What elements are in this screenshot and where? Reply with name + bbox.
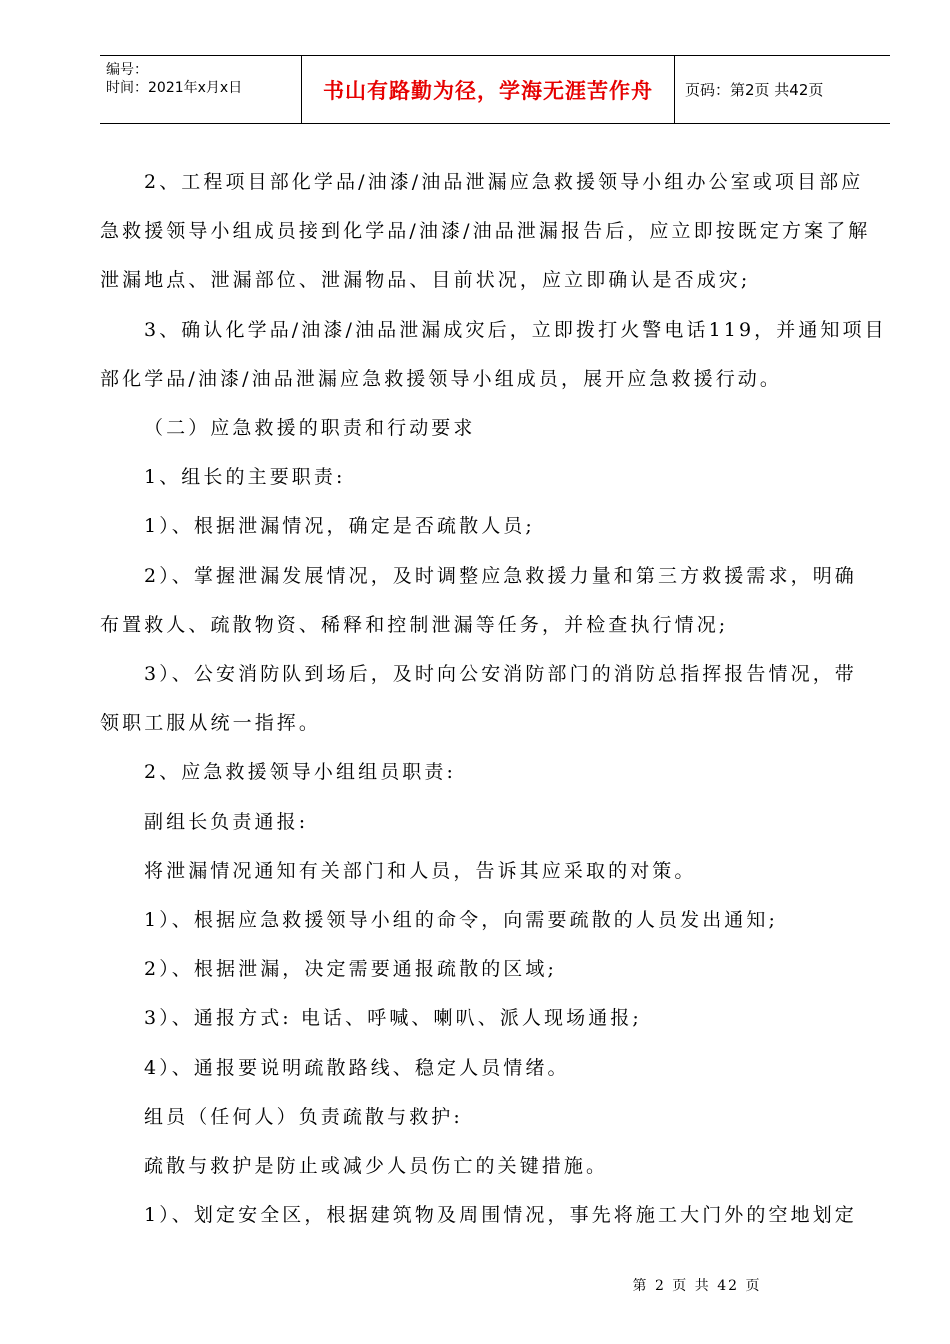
paragraph-line: 1、组长的主要职责: [144,466,346,489]
document-time-label: 时间：2021年x月x日 [106,80,243,96]
paragraph-line: 副组长负责通报: [144,810,309,833]
paragraph-line: 2、应急救援领导小组组员职责: [144,761,456,784]
paragraph-line: 泄漏地点、泄漏部位、泄漏物品、目前状况，应立即确认是否成灾; [100,269,751,292]
paragraph-line: 急救援领导小组成员接到化学品/油漆/油品泄漏报告后，应立即按既定方案了解 [100,220,871,243]
header-motto-cell [302,56,675,123]
paragraph-line: 布置救人、疏散物资、稀释和控制泄漏等任务，并检查执行情况; [100,613,729,636]
paragraph-line: 领职工服从统一指挥。 [100,712,322,735]
paragraph-line: 组员（任何人）负责疏散与救护: [144,1105,463,1128]
paragraph-line: 3）、通报方式: 电话、呼喊、喇叭、派人现场通报; [144,1007,642,1030]
paragraph-line: 2）、根据泄漏，决定需要通报疏散的区域; [144,958,557,981]
paragraph-line: 部化学品/油漆/油品泄漏应急救援领导小组成员，展开应急救援行动。 [100,367,783,390]
paragraph-line: 3）、公安消防队到场后，及时向公安消防部门的消防总指挥报告情况，带 [144,663,857,686]
paragraph-line: 疏散与救护是防止或减少人员伤亡的关键措施。 [144,1155,609,1178]
paragraph-line: 1）、根据应急救援领导小组的命令，向需要疏散的人员发出通知; [144,909,778,932]
header-page-cell [675,56,890,123]
paragraph-line: 将泄漏情况通知有关部门和人员，告诉其应采取的对策。 [144,859,697,882]
paragraph-line: 2、工程项目部化学品/油漆/油品泄漏应急救援领导小组办公室或项目部应 [144,171,864,193]
header-page-info: 页码：第2页 共42页 [685,81,824,99]
header-table [100,55,890,124]
document-number-label: 编号： [106,62,148,78]
paragraph-line: 2）、掌握泄漏发展情况，及时调整应急救援力量和第三方救援需求，明确 [144,564,857,587]
paragraph-line: （二）应急救援的职责和行动要求 [144,417,476,440]
footer-page-number: 第 2 页 共 42 页 [632,1278,762,1294]
paragraph-line: 1）、划定安全区，根据建筑物及周围情况，事先将施工大门外的空地划定 [144,1204,857,1227]
paragraph-line: 1）、根据泄漏情况，确定是否疏散人员; [144,515,535,538]
header-meta-cell [100,56,302,123]
document-body [100,158,890,1240]
header-motto: 书山有路勤为径，学海无涯苦作舟 [323,78,653,103]
page-footer [0,1275,950,1295]
paragraph-line: 4）、通报要说明疏散路线、稳定人员情绪。 [144,1056,570,1079]
paragraph-line: 3、确认化学品/油漆/油品泄漏成灾后，立即拨打火警电话119，并通知项目 [144,318,887,341]
